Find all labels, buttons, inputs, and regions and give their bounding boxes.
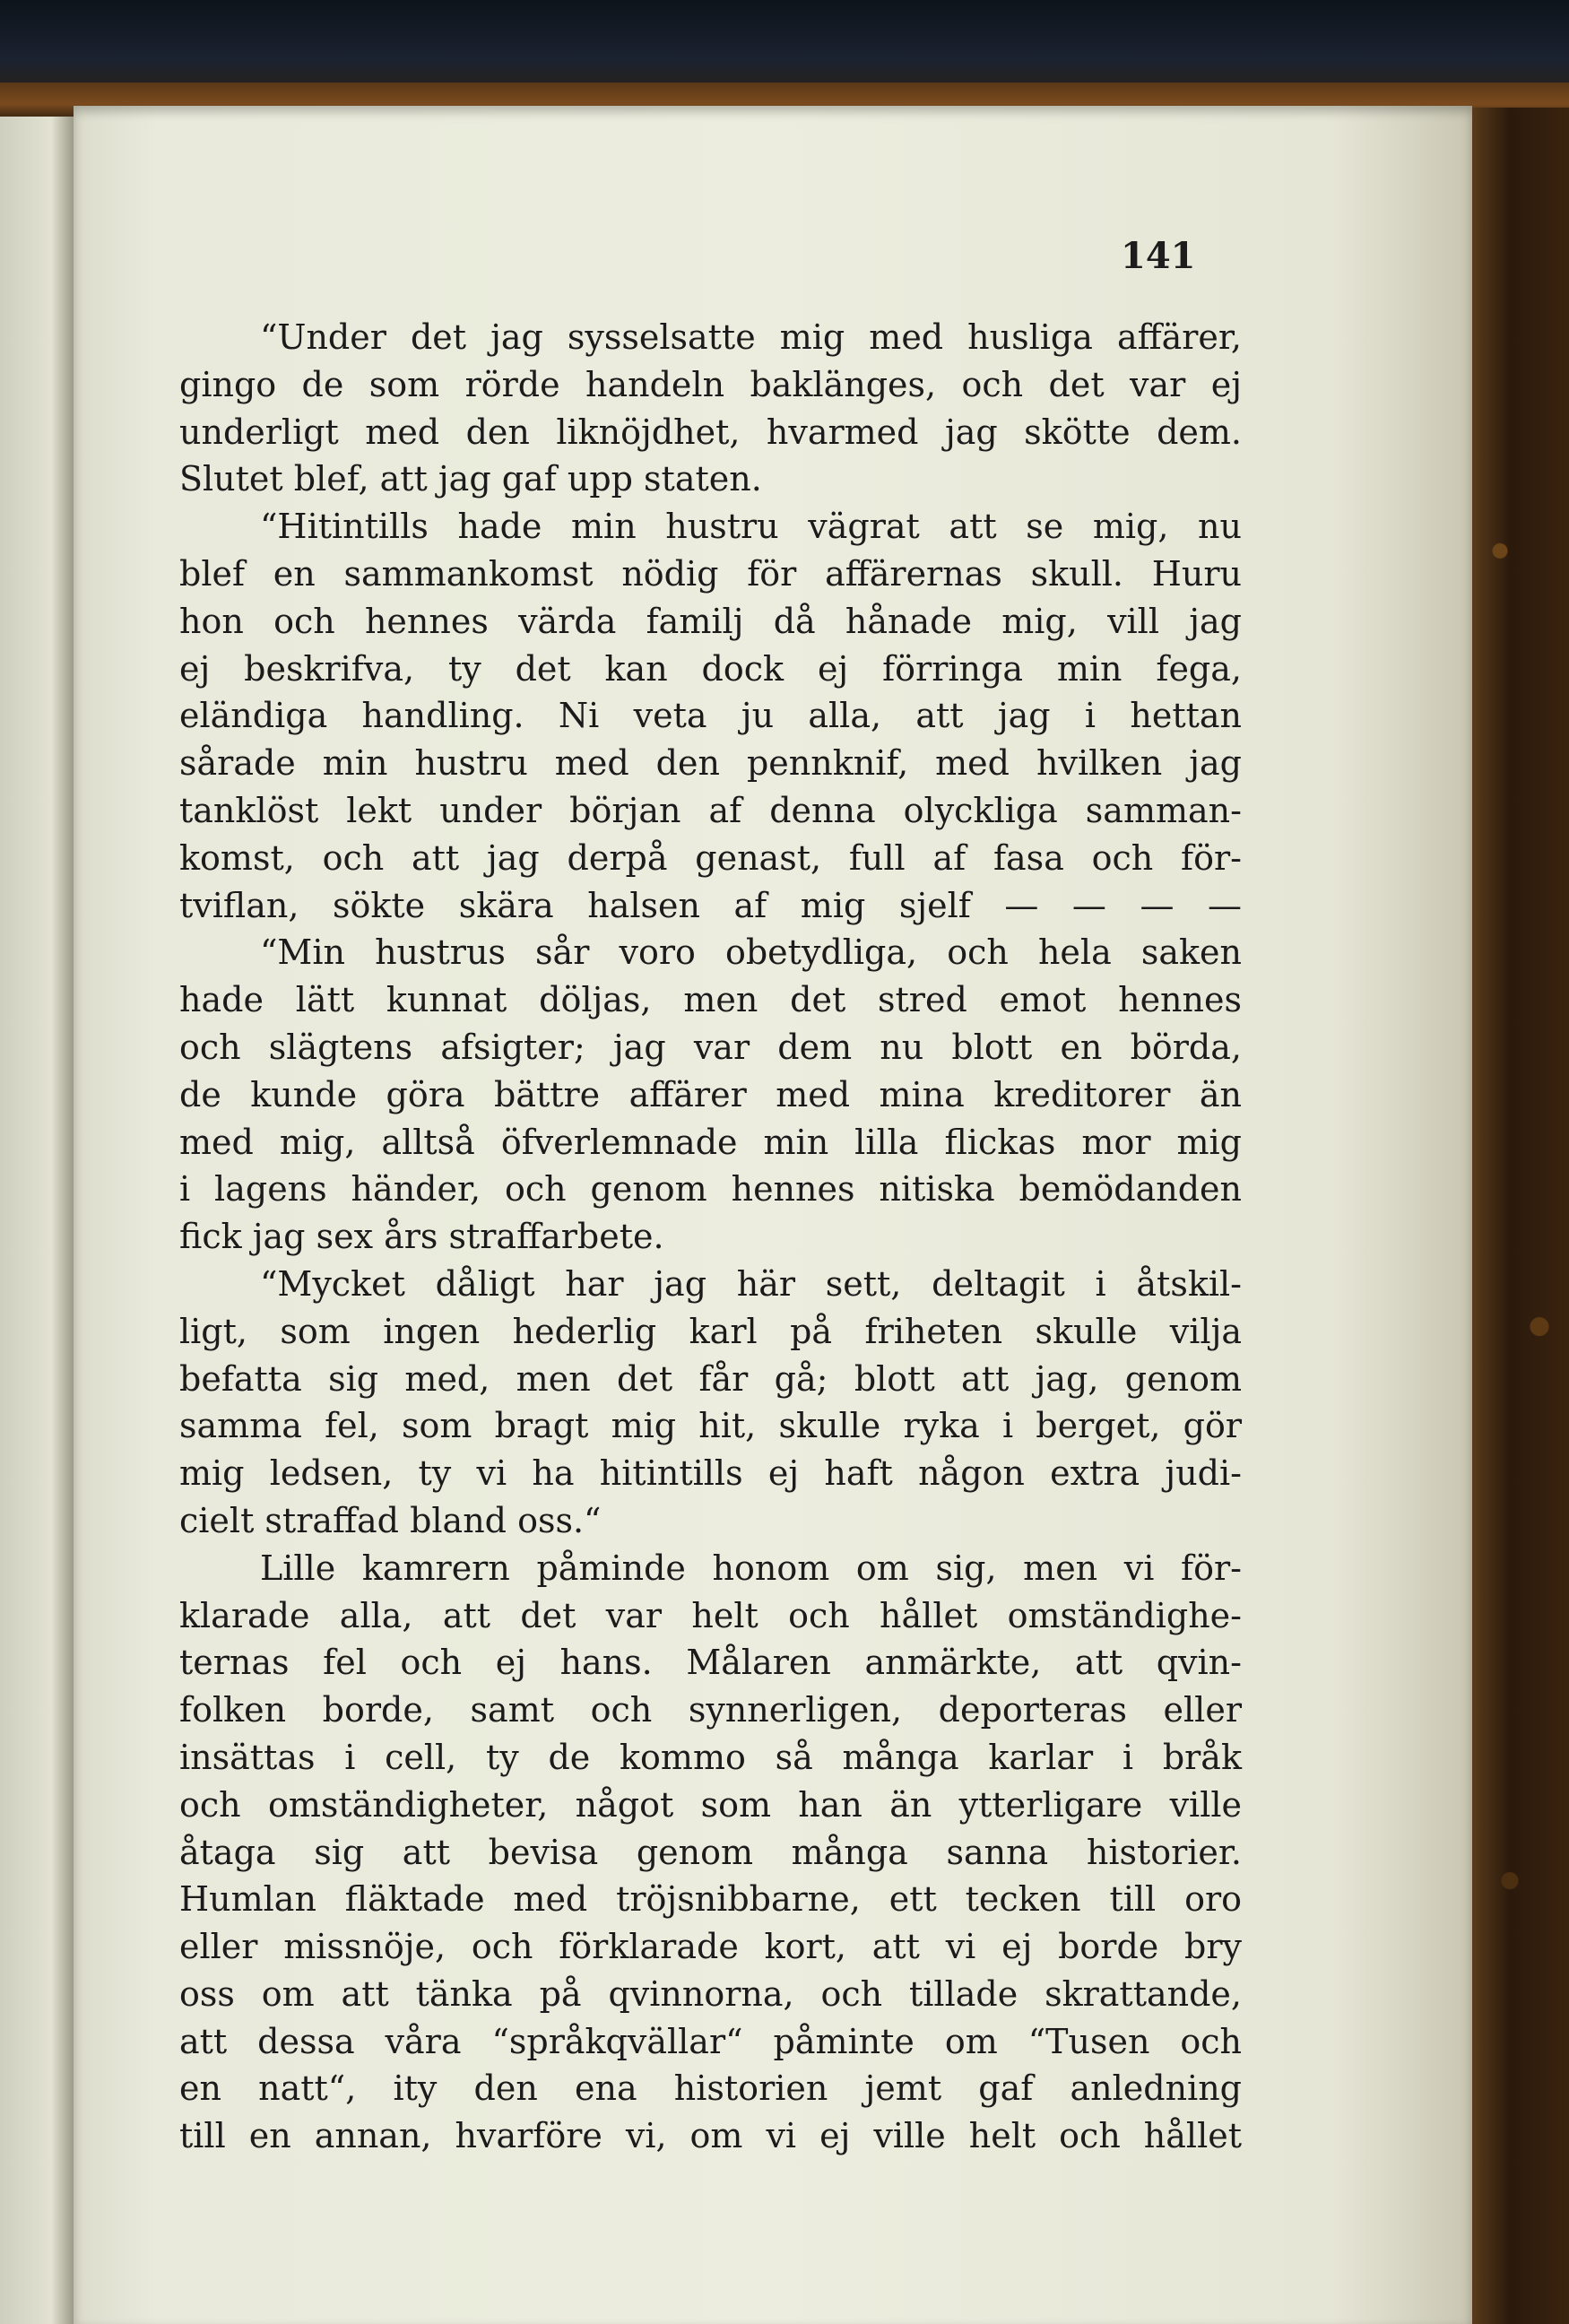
text-line: åtaga sig att bevisa genom många sanna historier. <box>179 1832 1242 1872</box>
text-line: eller missnöje, och förklarade kort, att vi ej borde bry <box>179 1927 1242 1967</box>
text-line: folken borde, samt och synnerligen, deporteras eller <box>179 1690 1242 1730</box>
text-line: ej beskrifva, ty det kan dock ej förringa min fega, <box>179 648 1242 689</box>
text-line: underligt med den liknöjdhet, hvarmed jag skötte dem. <box>179 412 1242 452</box>
text-line: tviflan, sökte skära halsen af mig sjelf — — — — <box>179 885 1242 925</box>
text-line: eländiga handling. Ni veta ju alla, att jag i hettan <box>179 696 1242 736</box>
text-line: och omständigheter, något som han än ytterligare ville <box>179 1784 1242 1825</box>
text-line: de kunde göra bättre affärer med mina kreditorer än <box>179 1074 1242 1114</box>
text-line: blef en sammankomst nödig för affärernas skull. Huru <box>179 553 1242 594</box>
text-line: hade lätt kunnat döljas, men det stred emot hennes <box>179 980 1242 1020</box>
text-line: ligt, som ingen hederlig karl på friheten skulle vilja <box>179 1311 1242 1351</box>
text-line: i lagens händer, och genom hennes nitiska bemödanden <box>179 1169 1242 1210</box>
text-line: “Min hustrus sår voro obetydliga, och hela saken <box>260 932 1242 973</box>
text-line: Humlan fläktade med tröjsnibbarne, ett tecken till oro <box>179 1879 1242 1920</box>
text-line: gingo de som rörde handeln baklänges, och det var ej <box>179 364 1242 404</box>
text-line: “Under det jag sysselsatte mig med husliga affärer, <box>260 317 1242 357</box>
text-line: “Mycket dåligt har jag här sett, deltagit i åtskil- <box>260 1263 1242 1304</box>
text-line: befatta sig med, men det får gå; blott att jag, genom <box>179 1358 1242 1399</box>
text-line: Lille kamrern påminde honom om sig, men vi för- <box>260 1548 1242 1588</box>
text-line: Slutet blef, att jag gaf upp staten. <box>179 459 762 499</box>
text-line: ternas fel och ej hans. Målaren anmärkte, att qvin- <box>179 1643 1242 1683</box>
text-line: “Hitintills hade min hustru vägrat att se mig, nu <box>260 507 1242 547</box>
text-line: till en annan, hvarföre vi, om vi ej ville helt och hållet <box>179 2116 1242 2156</box>
text-line: oss om att tänka på qvinnorna, och tillade skrattande, <box>179 1973 1242 2014</box>
text-line: mig ledsen, ty vi ha hitintills ej haft någon extra judi- <box>179 1453 1242 1494</box>
text-line: hon och hennes värda familj då hånade mig, vill jag <box>179 601 1242 641</box>
previous-page-edge <box>0 117 75 2324</box>
text-line: sårade min hustru med den pennknif, med hvilken jag <box>179 743 1242 784</box>
text-line: klarade alla, att det var helt och hållet omständighe- <box>179 1595 1242 1635</box>
text-line: en natt“, ity den ena historien jemt gaf anledning <box>179 2068 1242 2109</box>
text-line: cielt straffad bland oss.“ <box>179 1500 602 1540</box>
text-line: tanklöst lekt under början af denna olyckliga samman- <box>179 790 1242 830</box>
text-line: komst, och att jag derpå genast, full af fasa och för- <box>179 837 1242 878</box>
book-binding-right <box>1470 108 1569 2324</box>
text-line: att dessa våra “språkqvällar“ påminte om “Tusen och <box>179 2021 1242 2061</box>
text-line: insättas i cell, ty de kommo så många karlar i bråk <box>179 1737 1242 1777</box>
text-line: samma fel, som bragt mig hit, skulle ryka i berget, gör <box>179 1406 1242 1446</box>
text-line: med mig, alltså öfverlemnade min lilla flickas mor mig <box>179 1122 1242 1162</box>
text-line: och slägtens afsigter; jag var dem nu blott en börda, <box>179 1027 1242 1067</box>
text-line: fick jag sex års straffarbete. <box>179 1217 664 1257</box>
page-number: 141 <box>1121 235 1196 277</box>
page-text <box>179 314 1242 2160</box>
